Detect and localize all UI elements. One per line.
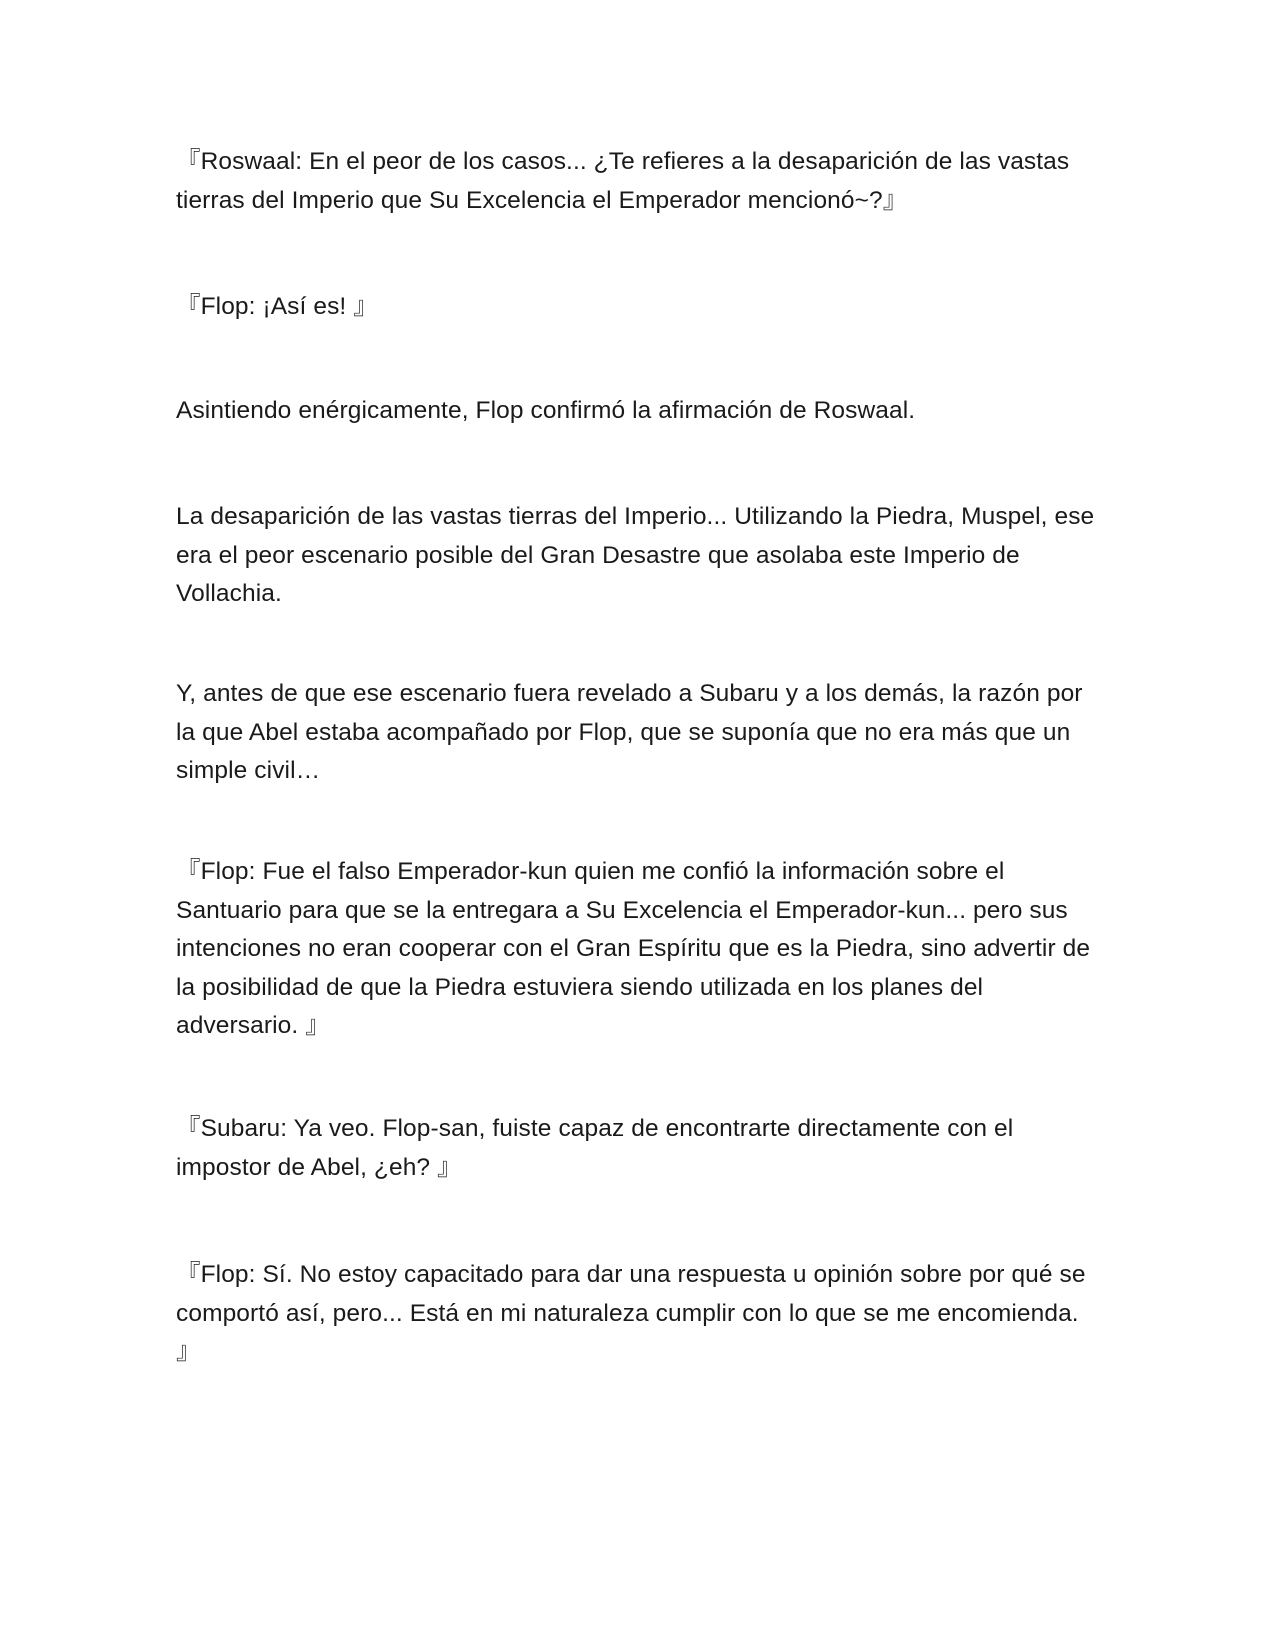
paragraph-flop-dialogue-3: 『Flop: Sí. No estoy capacitado para dar una respuesta u opinión sobre por qué se comportó así, pero... Está en mi naturaleza cumplir con lo que se me encomienda. 』 [176, 1261, 1086, 1365]
paragraph-flop-dialogue-1: 『Flop: ¡Así es! 』 [176, 293, 378, 320]
paragraph-narration-2: La desaparición de las vastas tierras del Imperio... Utilizando la Piedra, Muspel, ese era el peor escenario posible del Gran Desastre que asolaba este Imperio de Vollachia. [176, 503, 1095, 607]
paragraph-subaru-dialogue: 『Subaru: Ya veo. Flop-san, fuiste capaz de encontrarte directamente con el impostor de Abel, ¿eh? 』 [176, 1115, 1014, 1181]
paragraph-narration-1: Asintiendo enérgicamente, Flop confirmó la afirmación de Roswaal. [176, 397, 916, 424]
paragraph-flop-dialogue-2: 『Flop: Fue el falso Emperador-kun quien me confió la información sobre el Santuario para que se la entregara a Su Excelencia el Emperador-kun... pero sus intenciones no eran cooperar con el Gran Espíritu que es la Piedra, sino advertir de la posibilidad de que la Piedra estuviera siendo utilizada en los planes del adversario. 』 [176, 858, 1091, 1039]
paragraph-narration-3: Y, antes de que ese escenario fuera revelado a Subaru y a los demás, la razón por la que Abel estaba acompañado por Flop, que se suponía que no era más que un simple civil… [176, 680, 1083, 784]
paragraph-roswaal-dialogue: 『Roswaal: En el peor de los casos... ¿Te refieres a la desaparición de las vastas tierras del Imperio que Su Excelencia el Emperador mencionó~?』 [176, 148, 1070, 214]
